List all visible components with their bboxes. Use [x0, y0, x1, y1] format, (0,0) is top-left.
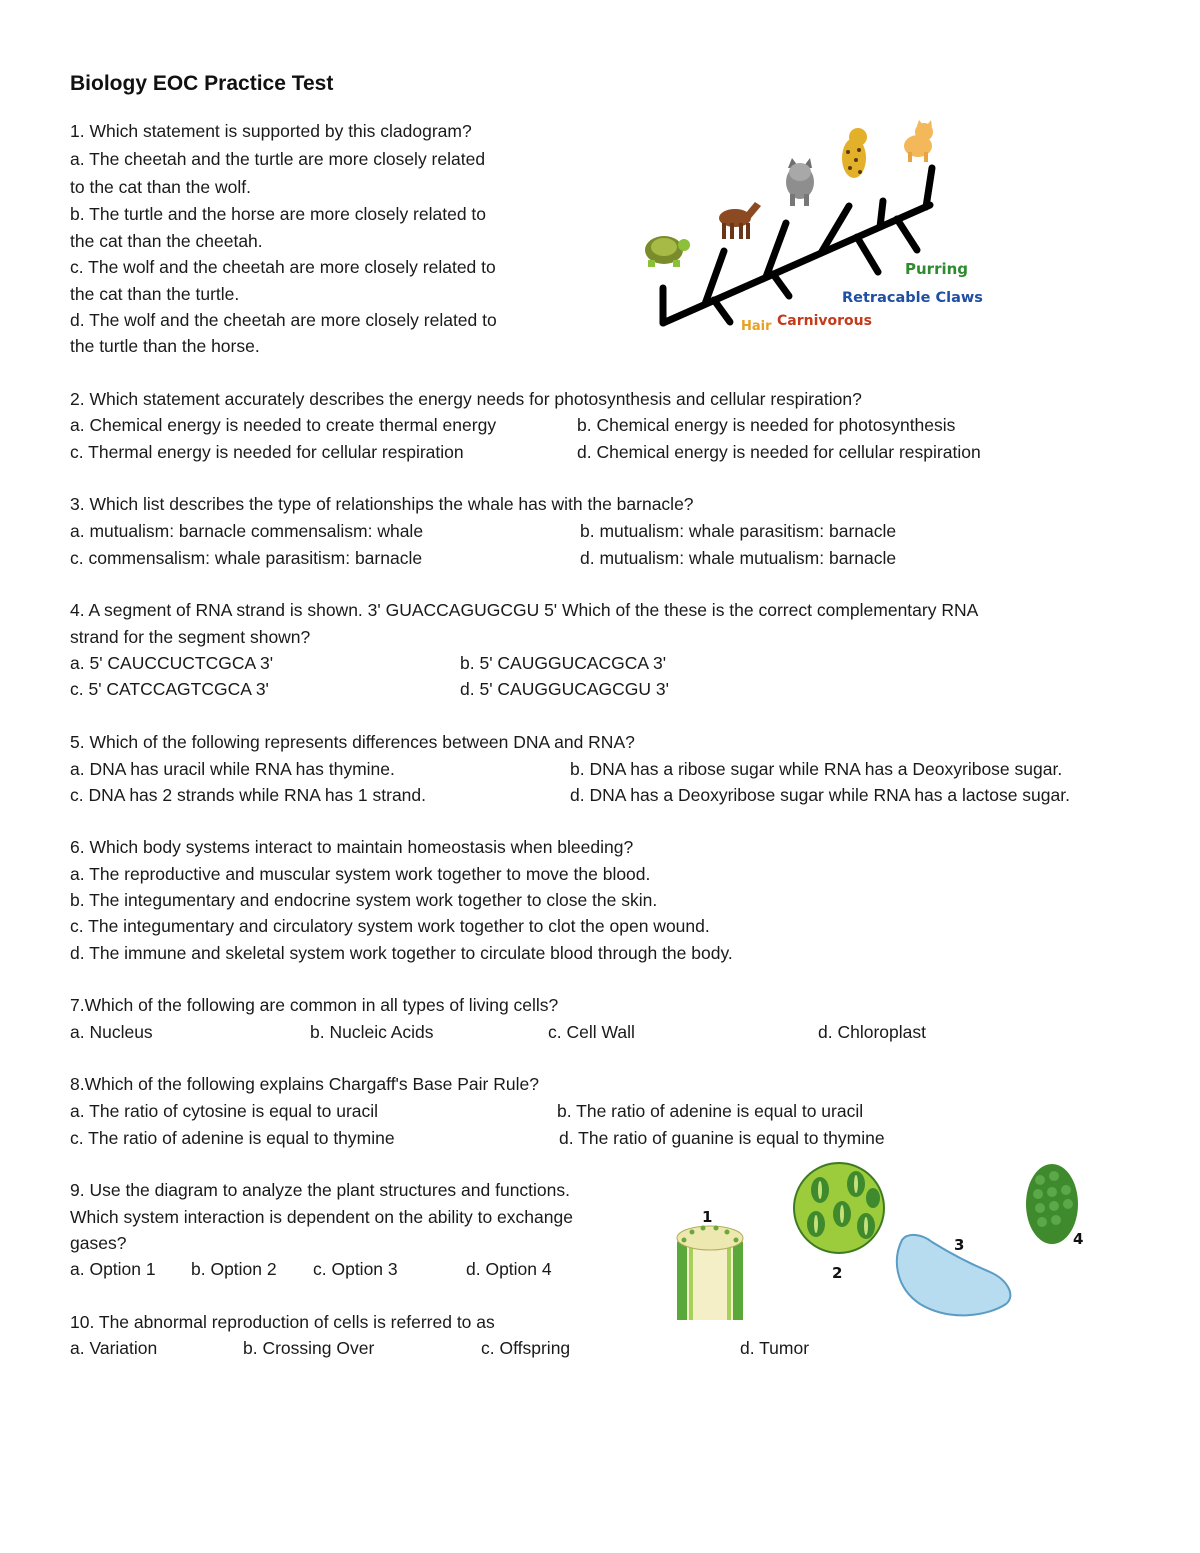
cat-icon: [904, 120, 933, 162]
q6-stem: 6. Which body systems interact to maintain homeostasis when bleeding?: [70, 837, 634, 857]
cladogram: [620, 110, 1000, 355]
q5-stem: 5. Which of the following represents differences between DNA and RNA?: [70, 732, 635, 752]
diagram-label-2: 2: [832, 1264, 843, 1282]
q4-stem-line2: strand for the segment shown?: [70, 627, 311, 647]
trait-hair: Hair: [741, 319, 772, 334]
horse-icon: [719, 202, 761, 239]
q7-option-b: b. Nucleic Acids: [310, 1022, 434, 1042]
q1-option-d-line1: d. The wolf and the cheetah are more closely related to: [70, 310, 497, 330]
q8-option-b: b. The ratio of adenine is equal to uracil: [557, 1101, 864, 1121]
q1-option-c-line2: the cat than the turtle.: [70, 284, 240, 304]
q8-option-c: c. The ratio of adenine is equal to thymine: [70, 1128, 395, 1148]
q3-option-c: c. commensalism: whale parasitism: barnacle: [70, 548, 423, 568]
stem-cross-section-icon: [677, 1226, 743, 1321]
q3-stem: 3. Which list describes the type of relationships the whale has with the barnacle?: [70, 494, 694, 514]
q6-option-b: b. The integumentary and endocrine system work together to close the skin.: [70, 890, 658, 910]
q10-option-a: a. Variation: [70, 1338, 158, 1358]
q9-option-a: a. Option 1: [70, 1259, 156, 1279]
q3-option-d: d. mutualism: whale mutualism: barnacle: [580, 548, 897, 568]
q4-stem-line1: 4. A segment of RNA strand is shown. 3' GUACCAGUGCGU 5' Which of the these is the correct complementary RNA: [70, 600, 979, 620]
q4-option-a: a. 5' CAUCCUCTCGCA 3': [70, 653, 274, 673]
trait-carnivorous: Carnivorous: [777, 313, 872, 329]
q7-stem: 7.Which of the following are common in all types of living cells?: [70, 995, 559, 1015]
q1-option-a-line2: to the cat than the wolf.: [70, 177, 251, 197]
q5-option-b: b. DNA has a ribose sugar while RNA has a Deoxyribose sugar.: [570, 759, 1063, 779]
diagram-label-1: 1: [702, 1208, 713, 1226]
q7-option-c: c. Cell Wall: [548, 1022, 635, 1042]
q5-option-a: a. DNA has uracil while RNA has thymine.: [70, 759, 395, 779]
q2-option-a: a. Chemical energy is needed to create thermal energy: [70, 415, 497, 435]
stomata-leaf-surface-icon: [794, 1163, 884, 1253]
q2-option-c: c. Thermal energy is needed for cellular respiration: [70, 442, 464, 462]
q10-option-d: d. Tumor: [740, 1338, 810, 1358]
q9-option-c: c. Option 3: [313, 1259, 398, 1279]
diagram-label-3: 3: [954, 1236, 965, 1254]
cheetah-icon: [842, 128, 867, 178]
leaf-chloroplast-icon: [1026, 1164, 1078, 1244]
turtle-icon: [645, 236, 690, 267]
q6-option-a: a. The reproductive and muscular system work together to move the blood.: [70, 864, 651, 884]
page-title: Biology EOC Practice Test: [70, 72, 334, 95]
plant-structures-diagram: [670, 1160, 1100, 1325]
q10-option-c: c. Offspring: [481, 1338, 571, 1358]
q3-option-a: a. mutualism: barnacle commensalism: whale: [70, 521, 424, 541]
trait-purring: Purring: [905, 260, 969, 278]
q5-option-d: d. DNA has a Deoxyribose sugar while RNA has a lactose sugar.: [570, 785, 1070, 805]
q9-option-b: b. Option 2: [191, 1259, 277, 1279]
q5-option-c: c. DNA has 2 strands while RNA has 1 strand.: [70, 785, 426, 805]
q1-option-b-line1: b. The turtle and the horse are more closely related to: [70, 204, 487, 224]
q6-option-d: d. The immune and skeletal system work together to circulate blood through the body.: [70, 943, 733, 963]
q8-option-a: a. The ratio of cytosine is equal to uracil: [70, 1101, 379, 1121]
q7-option-d: d. Chloroplast: [818, 1022, 926, 1042]
q2-option-d: d. Chemical energy is needed for cellular respiration: [577, 442, 981, 462]
q10-stem: 10. The abnormal reproduction of cells is referred to as: [70, 1312, 495, 1332]
q2-stem: 2. Which statement accurately describes the energy needs for photosynthesis and cellular respiration?: [70, 389, 862, 409]
q1-option-a-line1: a. The cheetah and the turtle are more closely related: [70, 149, 486, 169]
diagram-label-4: 4: [1073, 1230, 1084, 1248]
q1-option-d-line2: the turtle than the horse.: [70, 336, 260, 356]
q1-stem: 1. Which statement is supported by this cladogram?: [70, 121, 472, 141]
q6-option-c: c. The integumentary and circulatory system work together to clot the open wound.: [70, 916, 710, 936]
q4-option-b: b. 5' CAUGGUCACGCA 3': [460, 653, 667, 673]
wolf-icon: [786, 158, 814, 206]
q4-option-c: c. 5' CATCCAGTCGCA 3': [70, 679, 269, 699]
q3-option-b: b. mutualism: whale parasitism: barnacle: [580, 521, 897, 541]
q9-option-d: d. Option 4: [466, 1259, 552, 1279]
q2-option-b: b. Chemical energy is needed for photosynthesis: [577, 415, 956, 435]
q1-option-c-line1: c. The wolf and the cheetah are more closely related to: [70, 257, 496, 277]
q8-stem: 8.Which of the following explains Chargaff's Base Pair Rule?: [70, 1074, 539, 1094]
q4-option-d: d. 5' CAUGGUCAGCGU 3': [460, 679, 669, 699]
q9-stem-line1: 9. Use the diagram to analyze the plant structures and functions.: [70, 1180, 571, 1200]
q10-option-b: b. Crossing Over: [243, 1338, 375, 1358]
q9-stem-line2: Which system interaction is dependent on the ability to exchange: [70, 1207, 573, 1227]
q9-stem-line3: gases?: [70, 1233, 127, 1253]
q1-option-b-line2: the cat than the cheetah.: [70, 231, 263, 251]
q7-option-a: a. Nucleus: [70, 1022, 153, 1042]
trait-retracable-claws: Retracable Claws: [842, 290, 983, 306]
q8-option-d: d. The ratio of guanine is equal to thymine: [559, 1128, 885, 1148]
